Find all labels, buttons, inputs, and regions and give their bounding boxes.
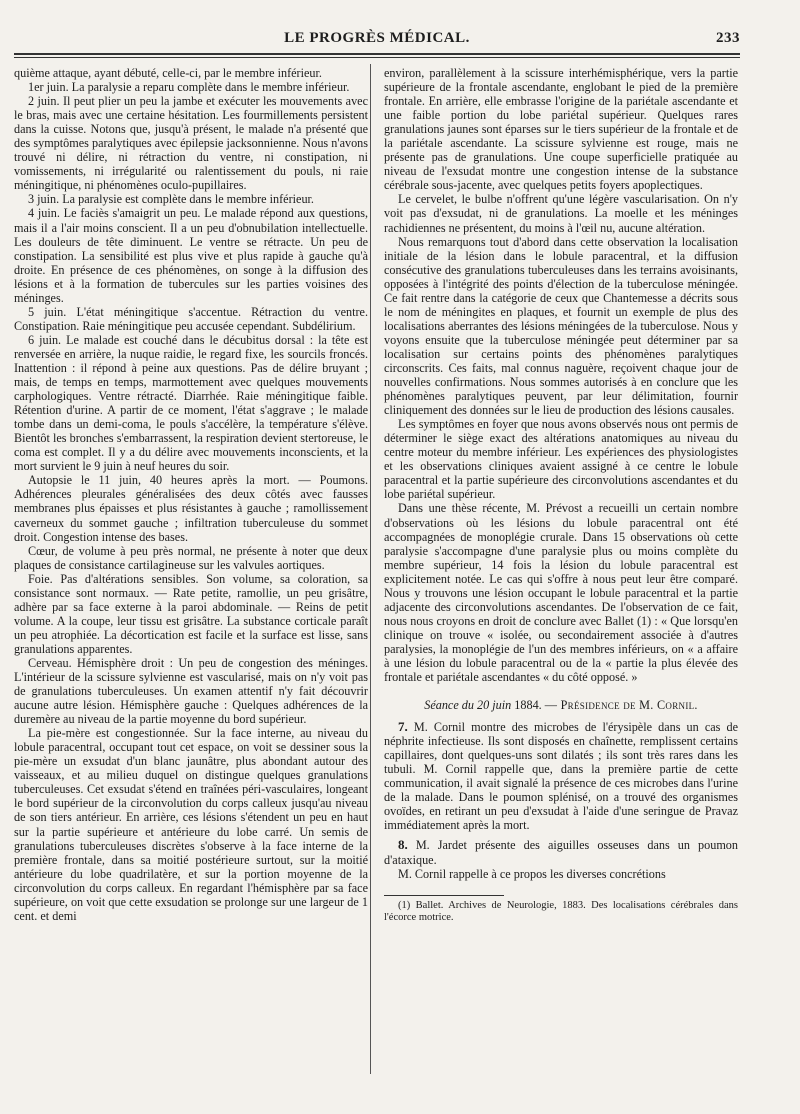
footnote-rule <box>384 895 504 896</box>
paragraph: Cerveau. Hémisphère droit : Un peu de congestion des méninges. L'intérieur de la scissure sylvienne est vascularisé, mais on n'y voit pas de granulations tuberculeuses. Un examen attentif n'y fait découvrir aucune autre lésion. Hémisphère gauche : Quelques adhérences de la duremère au niveau de la partie moyenne du bord supérieur. <box>14 655 368 727</box>
journal-title: LE PROGRÈS MÉDICAL. <box>284 30 470 46</box>
column-divider <box>370 64 371 1074</box>
paragraph: 1er juin. La paralysie a reparu complète dans le membre inférieur. <box>28 80 350 95</box>
paragraph: 3 juin. La paralysie est complète dans le membre inférieur. <box>28 192 314 207</box>
paragraph: Les symptômes en foyer que nous avons observés nous ont permis de déterminer le siège exact des altérations anatomiques au niveau du centre moteur du membre inférieur. Les expériences des physiologistes et les observations cliniques avaient assigné à ce centre le lobule paracentral et la partie supérieure des circonvolutions ascendantes et du lobe pariétal supérieur. <box>384 417 738 502</box>
paragraph: Dans une thèse récente, M. Prévost a recueilli un certain nombre d'observations où les lésions du lobule paracentral ont été accompagnées de monoplégie crurale. Dans 15 observations où cette paralysie s'accompagne d'une paralysie plus ou moins complète du membre supérieur, 14 fois la lésion du lobule paracentral est explicitement notée. Le cas qui s'offre à nous peut leur être comparé. Nous y trouvons une lésion occupant le lobule paracentral et la partie adjacente des circonvolutions ascendantes. De l'observation de ce fait, nous nous croyons en droit de conclure avec Ballet (1) : « Que lorsqu'en clinique on trouve « isolée, ou secondairement associée à d'autres paralysies, la monoplégie de l'un des membres inférieurs, on « a affaire à une lésion du lobule paracentral ou de la « partie la plus élevée des frontale et pariétale ascendantes « du côté opposé. » <box>384 501 738 685</box>
item-number: 7. <box>398 719 408 735</box>
item-number: 8. <box>398 837 408 853</box>
session-presidency: — Présidence de M. Cornil. <box>544 698 698 713</box>
page-number: 233 <box>716 30 740 46</box>
header-rule <box>14 53 740 55</box>
paragraph: Le cervelet, le bulbe n'offrent qu'une légère vascularisation. On n'y voit pas d'exsudat, ni de granulations. La moelle et les méninges rachidiennes ne présentent, du moins à l'œil nu, aucune altération. <box>384 192 738 235</box>
paragraph: 5 juin. L'état méningitique s'accentue. Rétraction du ventre. Constipation. Raie méningitique peu accusée cependant. Subdélirium. <box>14 304 368 333</box>
header-rule-thin <box>14 57 740 58</box>
paragraph: Cœur, de volume à peu près normal, ne présente à noter que deux plaques de consistance cartilagineuse sur les valvules aortiques. <box>14 543 368 572</box>
paragraph: 2 juin. Il peut plier un peu la jambe et exécuter les mouvements avec le bras, mais avec une certaine hésitation. Les fourmillements persistent dans la cuisse. Notons que, jusqu'à présent, le malade n'a présenté que des symptômes paralytiques avec épilepsie jacksonnienne. Nous n'avons trouvé ni délire, ni rétraction du ventre, ni constipation, ni vomissements, ni irrégularité ou ralentissement du pouls, ni raie méningitique, ni phénomènes oculo-pupillaires. <box>14 94 368 193</box>
paragraph: Nous remarquons tout d'abord dans cette observation la localisation initiale de la lésion dans le lobule paracentral, et la diffusion consécutive des granulations tuberculeuses dans les terrains avoisinants, opposées à l'intégrité des points d'élection de la tuberculose méningée. Ce fait rentre dans la catégorie de ceux que Chantemesse a décrits sous le nom de méningites en plaques, et fournit un exemple de plus des localisations aberrantes des lésions méningées de la tuberculose. Nous y voyons ensuite que la tuberculose méningée peut déterminer par sa localisation sur certains points des phénomènes paralytiques circonscrits. Ces faits, mal connus naguère, reçoivent chaque jour de nouvelles confirmations. Nous sommes autorisés à en conclure que les phénomènes paralytiques peuvent, par leur délimitation, fournir cliniquement des données sur le lieu de production des lésions causales. <box>384 234 738 418</box>
numbered-item <box>384 838 738 866</box>
left-column <box>14 66 368 923</box>
right-column <box>384 66 738 924</box>
session-date: 20 juin <box>477 698 512 713</box>
paragraph: Foie. Pas d'altérations sensibles. Son volume, sa coloration, sa consistance sont normaux. — Rate petite, ramollie, un peu grisâtre, adhère par sa face externe à la paroi abdominale. — Reins de petit volume. A la coupe, leur tissu est grisâtre. La substance corticale paraît un peu atrophiée. La décortication est facile et la surface est lisse, sans granulations apparentes. <box>14 571 368 656</box>
footnote: (1) Ballet. Archives de Neurologie, 1883. Des localisations cérébrales dans l'écorce motrice. <box>384 899 738 923</box>
paragraph: environ, parallèlement à la scissure interhémisphérique, vers la partie supérieure de la frontale ascendante, englobant le pied de la première frontale. En arrière, elle embrasse l'origine de la pariétale ascendante et une faible portion du lobe pariétal supérieur. Quelques rares granulations jaunes sont éparses sur le tiers supérieur de la frontale et de la pariétale ascendante. La scissure sylvienne est rouge, mais ne présente pas de granulations. Une coupe superficielle pratiquée au niveau de l'exsudat montre une congestion intense de la substance cérébrale sous-jacente, avec quelques petits foyers apoplectiques. <box>384 66 738 193</box>
paragraph: La pie-mère est congestionnée. Sur la face interne, au niveau du lobule paracentral, occupant tout cet espace, on voit se dessiner sous la pie-mère un exsudat d'un blanc jaunâtre, plus abondant autour des vaisseaux, et au milieu duquel on distingue quelques granulations tuberculeuses. Cet exsudat s'étend en traînées péri-vasculaires, longeant le bord supérieur de la circonvolution du corps calleux jusqu'au niveau de son tiers antérieur. En arrière, ces lésions s'étendent un peu en haut sur la partie supérieure et antérieure du lobe carré. Un semis de granulations tuberculeuses discrètes s'observe à la face interne de la première frontale, dans sa moitié postérieure surtout, sur la moitié antérieure du lobe quadrilatère, et sur la portion moyenne de la circonvolution du corps calleux. En regardant l'hémisphère par sa face supérieure, on voit que cette exsudation se prolonge sur une largeur de 1 cent. et demi <box>14 726 368 923</box>
page-header <box>14 28 740 50</box>
session-heading <box>384 698 738 712</box>
paragraph: Autopsie le 11 juin, 40 heures après la mort. — Poumons. Adhérences pleurales généralisées des deux côtés avec fausses membranes plus épaisses et plus résistantes à gauche ; ramollissement caverneux du sommet gauche ; infiltration tuberculeuse du sommet droit. Congestion intense des bases. <box>14 473 368 544</box>
paragraph: M. Cornil rappelle à ce propos les diverses concrétions <box>398 866 666 881</box>
session-prefix: Séance du <box>424 698 474 713</box>
paragraph: 4 juin. Le faciès s'amaigrit un peu. Le malade répond aux questions, mais il a l'air moins conscient. Il a un peu d'obnubilation intellectuelle. Les douleurs de tête diminuent. Le ventre se rétracte. Un peu de constipation. La sensibilité est plus vive et plus rapide à gauche qu'à droite. En présence de ces phénomènes, on songe à la diffusion des lésions et à la formation de tubercules sur les parties voisines des méninges. <box>14 206 368 305</box>
session-year: 1884. <box>514 698 542 713</box>
item-text: M. Jardet présente des aiguilles osseuses dans un poumon d'ataxique. <box>384 838 738 867</box>
paragraph: 6 juin. Le malade est couché dans le décubitus dorsal : la tête est renversée en arrière, la nuque raidie, le regard fixe, les sourcils froncés. Inattention : il répond à peine aux questions. Pas de délire bruyant ; mais, de temps en temps, marmottement avec quelques mouvements carphologiques. Ventre rétracté. Diarrhée. Raie méningitique faible. Rétention d'urine. A partir de ce moment, l'état s'aggrave ; le malade tombe dans un demi-coma, le pouls s'accélère, la température s'élève. Bientôt les bronches s'embarrassent, la respiration devient stertoreuse, le coma est complet. Il y a du délire avec mouvements inconscients, et la mort survient le 9 juin à neuf heures du soir. <box>14 332 368 474</box>
paragraph: quième attaque, ayant débuté, celle-ci, par le membre inférieur. <box>14 66 322 80</box>
item-text: M. Cornil montre des microbes de l'érysipèle dans un cas de néphrite infectieuse. Ils sont disposés en chaînette, remplissent certains capillaires, dont quelques-uns sont dilatés ; ils sont très rares dans les tubuli. M. Cornil rappelle que, dans la première partie de cette communication, il avait signalé la présence de ces microbes dans l'urine de la malade. Dans le poumon splénisé, on a trouvé des organismes ovoïdes, en retirant un peu d'exsudat à l'aide d'une seringue de Pravaz immédiatement après la mort. <box>384 720 739 833</box>
numbered-item <box>384 720 738 832</box>
